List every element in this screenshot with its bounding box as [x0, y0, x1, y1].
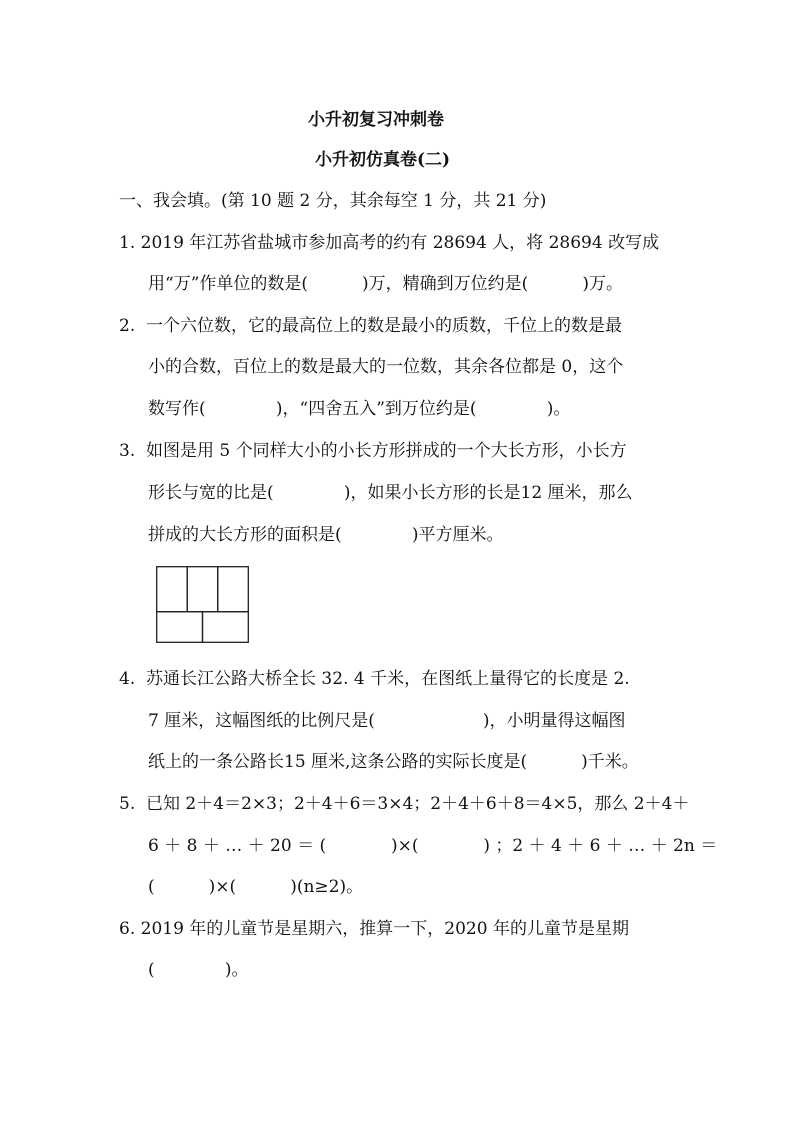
small-rectangle-top-2: [187, 567, 218, 612]
question-2-line-3: 数写作( )，“四舍五入”到万位约是( )。: [148, 399, 571, 419]
small-rectangle-bottom-1: [157, 612, 203, 643]
question-5-line-2: 6 ＋ 8 ＋ … ＋ 20 ＝ ( )×( ) ；2 ＋ 4 ＋ 6 ＋ … ＋ 2n ＝: [148, 836, 718, 856]
question-4-line-2: 7 厘米，这幅图纸的比例尺是( )，小明量得这幅图: [148, 711, 626, 731]
question-2-line-1: 2. 一个六位数，它的最高位上的数是最小的质数，千位上的数是最: [119, 316, 623, 336]
rectangle-diagram: [156, 566, 249, 643]
small-rectangle-top-3: [218, 567, 249, 612]
question-4-line-1: 4. 苏通长江公路大桥全长 32. 4 千米，在图纸上量得它的长度是 2.: [119, 669, 630, 689]
section-heading: 一、我会填。(第 10 题 2 分，其余每空 1 分，共 21 分): [119, 191, 547, 211]
question-6-line-1: 6. 2019 年的儿童节是星期六，推算一下，2020 年的儿童节是星期: [119, 919, 629, 939]
question-4-line-3: 纸上的一条公路长15 厘米,这条公路的实际长度是( )千米。: [148, 752, 639, 772]
question-6-line-2: ( )。: [148, 960, 249, 980]
exam-series-title: 小升初复习冲刺卷: [308, 110, 444, 130]
question-5-line-1: 5. 已知 2＋4＝2×3；2＋4＋6＝3×4；2＋4＋6＋8＝4×5，那么 2＋4＋: [119, 794, 690, 814]
question-3-line-3: 拼成的大长方形的面积是( )平方厘米。: [148, 525, 504, 545]
question-3-line-1: 3. 如图是用 5 个同样大小的小长方形拼成的一个大长方形，小长方: [119, 441, 627, 461]
question-1-line-2: 用“万”作单位的数是( )万，精确到万位约是( )万。: [148, 274, 623, 294]
small-rectangle-top-1: [157, 567, 188, 612]
question-5-line-3: ( )×( )(n≥2)。: [148, 877, 364, 897]
question-2-line-2: 小的合数，百位上的数是最大的一位数，其余各位都是 0，这个: [148, 357, 624, 377]
small-rectangle-bottom-2: [203, 612, 249, 643]
question-3-line-2: 形长与宽的比是( )，如果小长方形的长是12 厘米，那么: [148, 483, 633, 503]
question-1-line-1: 1. 2019 年江苏省盐城市参加高考的约有 28694 人，将 28694 改写成: [119, 233, 660, 253]
exam-title: 小升初仿真卷(二): [315, 150, 451, 170]
